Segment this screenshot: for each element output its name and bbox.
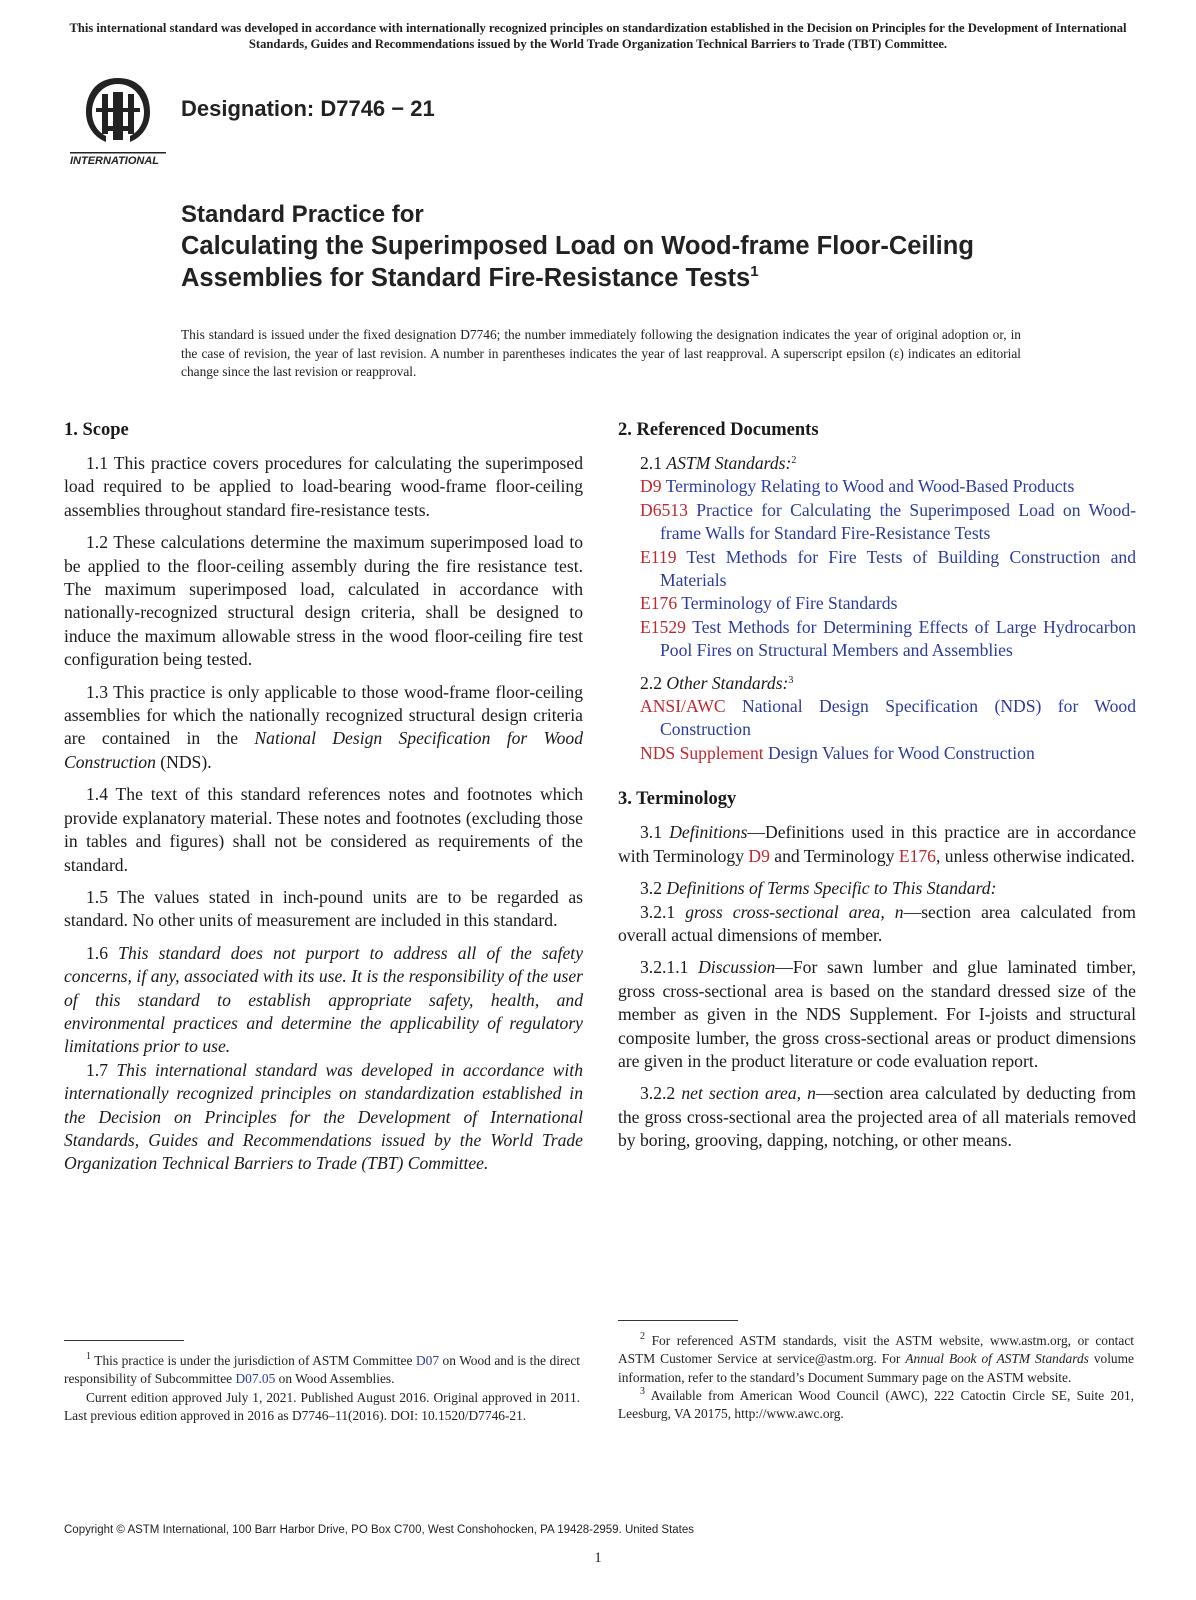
footnote-1 (64, 1352, 580, 1425)
ref-link-e176[interactable]: E176 (898, 845, 936, 866)
para-1-3 (64, 681, 583, 775)
ref-link-d9[interactable]: D9 (748, 845, 770, 866)
footnote-3-text: Available from American Wood Council (AWC), 222 Catoctin Circle SE, Suite 201, Leesburg, VA 20175, http://www.awc.org. (618, 1387, 1134, 1422)
ref-item[interactable] (618, 695, 1136, 742)
astm-label-num: 2.1 (640, 453, 667, 473)
footnote-1-text-2: on Wood and is the direct responsibility of Subcommittee (64, 1353, 580, 1387)
astm-standards-label (618, 452, 1136, 475)
astm-logo-icon (66, 72, 170, 168)
ref-code[interactable]: E1529 (640, 616, 686, 637)
para-3-2-1 (618, 901, 1136, 948)
footnote-2-mark: 2 (640, 1331, 645, 1342)
para-3-2-1-1 (618, 956, 1136, 1073)
footnote-2-end: volume information, refer to the standard’s Document Summary page on the ASTM website. (618, 1351, 1134, 1385)
ref-item[interactable] (618, 592, 1136, 615)
other-standards-list (618, 695, 1136, 765)
para-3-2-1-text: —section area calculated from overall actual dimensions of member. (618, 901, 1136, 945)
para-1-7-text: This international standard was developed in accordance with internationally recognized principles on standardization established in the Decision on Principles for the Development of International Standards, Guides and Recommendations issued by the World Trade Organization Technical Barriers to Trade (TBT) Committee. (64, 1059, 583, 1174)
para-3-2-num: 3.2 (640, 878, 667, 899)
para-3-1-term: Definitions (669, 822, 748, 843)
footnotes-right (618, 1332, 1134, 1423)
top-notice: This international standard was developed in accordance with internationally recognized principles on standardization established in the Decision on Principles for the Development of International Standards, Guides and Recommendations issued by the World Trade Organization Technical Barriers to Trade (TBT) Committee. (69, 21, 1127, 51)
footnote-1-edition: Current edition approved July 1, 2021. Published August 2016. Original approved in 2011. Last previous edition approved in 2016 as D7746–11(2016). DOI: 10.1520/D7746-21. (64, 1389, 580, 1423)
para-1-2: 1.2 These calculations determine the maximum superimposed load to be applied to the floor-ceiling assembly during the fire resistance test. The maximum superimposed load, calculated in accordance with nationally-recognized structural design criteria, shall be designed to induce the maximum allowable stress in the wood floor-ceiling fire test configuration being tested. (64, 532, 583, 670)
ref-item[interactable] (618, 499, 1136, 546)
para-1-6-text: This standard does not purport to address all of the safety concerns, if any, associated with its use. It is the responsibility of the user of this standard to establish appropriate safety, health, and environmental practices and determine the applicability of regulatory limitations prior to use. (64, 942, 584, 1057)
title-line-1: Standard Practice for (181, 201, 424, 228)
term-gross-area: gross cross-sectional area, n (685, 901, 904, 922)
title-main: Calculating the Superimposed Load on Wood-frame Floor-Ceiling Assemblies for Standard Fire-Resistance Tests (181, 232, 974, 292)
footnote-3 (618, 1387, 1134, 1424)
copyright-line: Copyright © ASTM International, 100 Barr Harbor Drive, PO Box C700, West Conshohocken, PA 19428-2959. United States (64, 1524, 695, 1536)
footnote-2-text: For referenced ASTM standards, visit the ASTM website, www.astm.org, or contact ASTM Customer Service at service@astm.org. For (618, 1333, 1134, 1367)
ref-title[interactable]: Practice for Calculating the Superimposed Load on Wood-frame Walls for Standard Fire-Resistance Tests (660, 499, 1136, 544)
para-3-1-end: , unless otherwise indicated. (935, 845, 1135, 866)
para-3-2-2-num: 3.2.2 (640, 1083, 682, 1104)
para-3-1 (618, 821, 1136, 868)
other-label-num: 2.2 (640, 672, 667, 693)
footnote-1-mark: 1 (86, 1351, 91, 1362)
ref-title[interactable]: National Design Specification (NDS) for Wood Construction (660, 696, 1136, 740)
logo-label: INTERNATIONAL (70, 155, 160, 167)
title-line-2 (181, 230, 1081, 294)
subcommittee-link-d0705[interactable]: D07.05 (235, 1371, 276, 1387)
para-1-7 (64, 1059, 583, 1176)
ref-code[interactable]: E176 (640, 593, 678, 614)
ref-item[interactable] (618, 616, 1136, 663)
document-title (181, 200, 1081, 294)
para-3-1-num: 3.1 (640, 822, 670, 843)
ref-title[interactable]: Terminology Relating to Wood and Wood-Based Products (661, 476, 1075, 497)
para-3-2-2 (618, 1082, 1136, 1152)
other-label-text: Other Standards: (666, 672, 789, 693)
terminology-heading: 3. Terminology (618, 789, 737, 810)
footnote-1-para (64, 1352, 580, 1389)
para-3-2-1-1-text: —For sawn lumber and glue laminated timber, gross cross-sectional area is based on the standard dressed size of the member as given in the NDS Supplement. For I-joists and structural composite lumber, the gross cross-sectional areas or product dimensions are given in the product literature or code evaluation report. (618, 957, 1137, 1071)
ref-item[interactable] (618, 475, 1136, 498)
footnote-rule-left (64, 1340, 184, 1341)
para-1-1: 1.1 This practice covers procedures for calculating the superimposed load required to be applied to load-bearing wood-frame floor-ceiling assemblies throughout standard fire-resistance tests. (64, 453, 583, 520)
scope-heading: 1. Scope (64, 420, 129, 440)
astm-label-mark: 2 (791, 455, 797, 466)
nds-title: National Design Specification for Wood Construction (64, 728, 584, 772)
footnote-1-end: on Wood Assemblies. (275, 1371, 395, 1387)
para-1-3-text: 1.3 This practice is only applicable to those wood-frame floor-ceiling assemblies for which the nationally recognized structural design criteria are contained in the (64, 681, 583, 749)
right-column (618, 418, 1136, 1162)
committee-link-d07[interactable]: D07 (415, 1353, 440, 1368)
astm-logo (66, 72, 170, 168)
ref-item[interactable] (618, 546, 1136, 593)
ref-code[interactable]: E119 (640, 546, 677, 567)
para-3-2-1-num: 3.2.1 (640, 901, 686, 922)
left-column (64, 418, 583, 1185)
para-1-4: 1.4 The text of this standard references notes and footnotes which provide explanatory material. These notes and footnotes (excluding those in tables and figures) shall not be considered as requirements of the standard. (64, 784, 583, 875)
ref-title[interactable]: Test Methods for Determining Effects of Large Hydrocarbon Pool Fires on Structural Members and Assemblies (660, 616, 1136, 661)
other-label-mark: 3 (788, 674, 794, 686)
title-footnote-mark: 1 (750, 263, 759, 280)
footnote-1-text: This practice is under the jurisdiction of ASTM Committee (91, 1353, 416, 1368)
ref-title[interactable]: Terminology of Fire Standards (677, 593, 898, 614)
ref-code[interactable]: D9 (640, 476, 662, 497)
para-3-2-2-text: —section area calculated by deducting from the gross cross-sectional area the projected area of all materials removed by boring, grooving, dapping, notching, or other means. (618, 1083, 1136, 1151)
other-standards-label (618, 672, 1136, 695)
footnote-rule-right (618, 1320, 738, 1321)
para-1-6-num: 1.6 (86, 942, 119, 963)
para-1-3-end: (NDS). (155, 751, 212, 772)
astm-label-text: ASTM Standards: (666, 453, 792, 473)
ref-title[interactable]: Design Values for Wood Construction (763, 742, 1035, 763)
para-3-1-text: —Definitions used in this practice are in accordance with Terminology (618, 822, 1136, 866)
astm-standards-list (618, 475, 1136, 662)
ref-code[interactable]: NDS Supplement (640, 742, 764, 763)
para-1-6 (64, 942, 583, 1059)
footnote-3-mark: 3 (640, 1385, 645, 1397)
ref-code[interactable]: ANSI/AWC (640, 696, 726, 717)
para-3-1-text-2: and Terminology (769, 845, 899, 866)
ref-title[interactable]: Test Methods for Fire Tests of Building Construction and Materials (660, 546, 1136, 591)
para-3-2 (618, 877, 1136, 900)
page-number: 1 (594, 1550, 602, 1566)
discussion-label: Discussion (698, 957, 776, 978)
term-net-area: net section area, n (681, 1083, 816, 1104)
footnote-2 (618, 1332, 1134, 1387)
ref-item[interactable] (618, 742, 1136, 765)
ref-code[interactable]: D6513 (640, 499, 688, 520)
para-3-2-text: Definitions of Terms Specific to This Standard: (666, 878, 997, 899)
para-3-2-1-1-num: 3.2.1.1 (640, 957, 699, 978)
referenced-heading: 2. Referenced Documents (618, 420, 819, 440)
designation: Designation: D7746 − 21 (181, 96, 435, 121)
para-1-5: 1.5 The values stated in inch-pound units are to be regarded as standard. No other units of measurement are included in this standard. (64, 886, 583, 931)
issued-note: This standard is issued under the fixed designation D7746; the number immediately following the designation indicates the year of original adoption or, in the case of revision, the year of last revision. A number in parentheses indicates the year of last reapproval. A superscript epsilon (ε) indicates an editorial change since the last revision or reapproval. (181, 327, 1021, 379)
annual-book-title: Annual Book of ASTM Standards (905, 1351, 1089, 1367)
para-1-7-num: 1.7 (86, 1059, 117, 1080)
